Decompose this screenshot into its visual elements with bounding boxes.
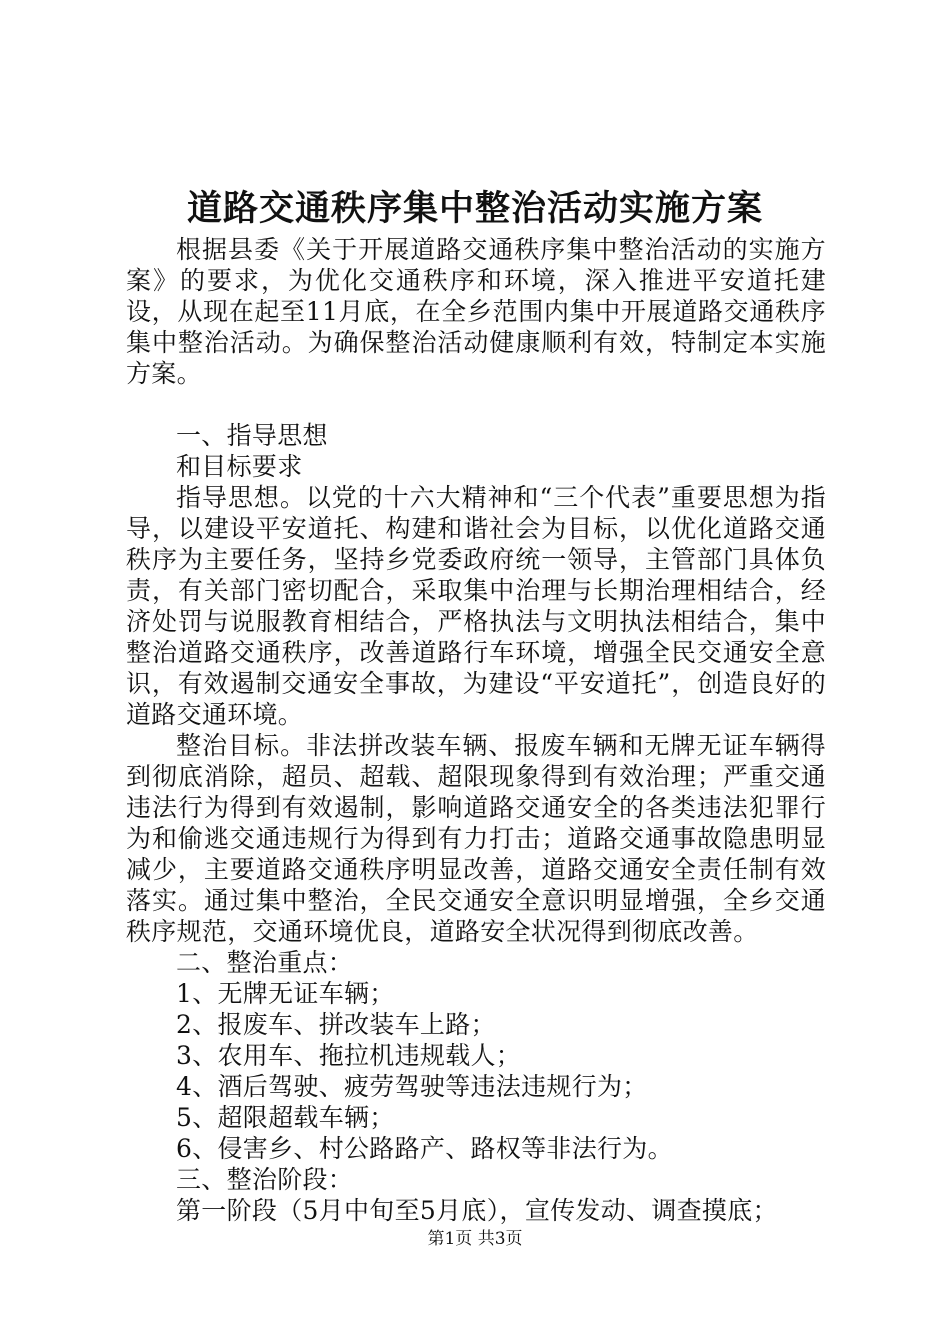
focus-item-6: 6、侵害乡、村公路路产、路权等非法行为。 bbox=[176, 1134, 673, 1163]
document-title: 道路交通秩序集中整治活动实施方案 bbox=[186, 188, 763, 229]
section2-heading: 二、整治重点： bbox=[176, 948, 354, 977]
focus-item-3: 3、农用车、拖拉机违规载人； bbox=[176, 1041, 522, 1070]
section1-heading-line2: 和目标要求 bbox=[176, 452, 303, 481]
paragraph-gap bbox=[126, 389, 826, 420]
stage1-item: 第一阶段（5月中旬至5月底），宣传发动、调查摸底； bbox=[176, 1196, 778, 1225]
focus-item-5: 5、超限超载车辆； bbox=[176, 1103, 395, 1132]
page-footer: 第1页 共3页 bbox=[427, 1229, 523, 1249]
focus-item-4: 4、酒后驾驶、疲劳驾驶等违法违规行为； bbox=[176, 1072, 648, 1101]
focus-item-2: 2、报废车、拼改装车上路； bbox=[176, 1010, 496, 1039]
intro-paragraph: 根据县委《关于开展道路交通秩序集中整治活动的实施方案》的要求，为优化交通秩序和环境，深入推进平安道托建设，从现在起至11月底，在全乡范围内集中开展道路交通秩序集中整治活动。为确保整治活动健康顺利有效，特制定本实施方案。 bbox=[126, 235, 826, 388]
focus-item-1: 1、无牌无证车辆； bbox=[176, 979, 395, 1008]
targets-paragraph: 整治目标。非法拼改装车辆、报废车辆和无牌无证车辆得到彻底消除，超员、超载、超限现象得到有效治理；严重交通违法行为得到有效遏制，影响道路交通安全的各类违法犯罪行为和偷逃交通违规行为得到有力打击；道路交通事故隐患明显减少，主要道路交通秩序明显改善，道路交通安全责任制有效落实。通过集中整治，全民交通安全意识明显增强，全乡交通秩序规范，交通环境优良，道路安全状况得到彻底改善。 bbox=[126, 731, 826, 946]
section1-heading-line1: 一、指导思想 bbox=[176, 421, 328, 450]
document-body bbox=[126, 234, 826, 1226]
guiding-thought-paragraph: 指导思想。以党的十六大精神和“三个代表”重要思想为指导，以建设平安道托、构建和谐社会为目标，以优化道路交通秩序为主要任务，坚持乡党委政府统一领导，主管部门具体负责，有关部门密切配合，采取集中治理与长期治理相结合，经济处罚与说服教育相结合，严格执法与文明执法相结合，集中整治道路交通秩序，改善道路行车环境，增强全民交通安全意识，有效遏制交通安全事故，为建设“平安道托”，创造良好的道路交通环境。 bbox=[126, 483, 826, 729]
section3-heading: 三、整治阶段： bbox=[176, 1165, 354, 1194]
